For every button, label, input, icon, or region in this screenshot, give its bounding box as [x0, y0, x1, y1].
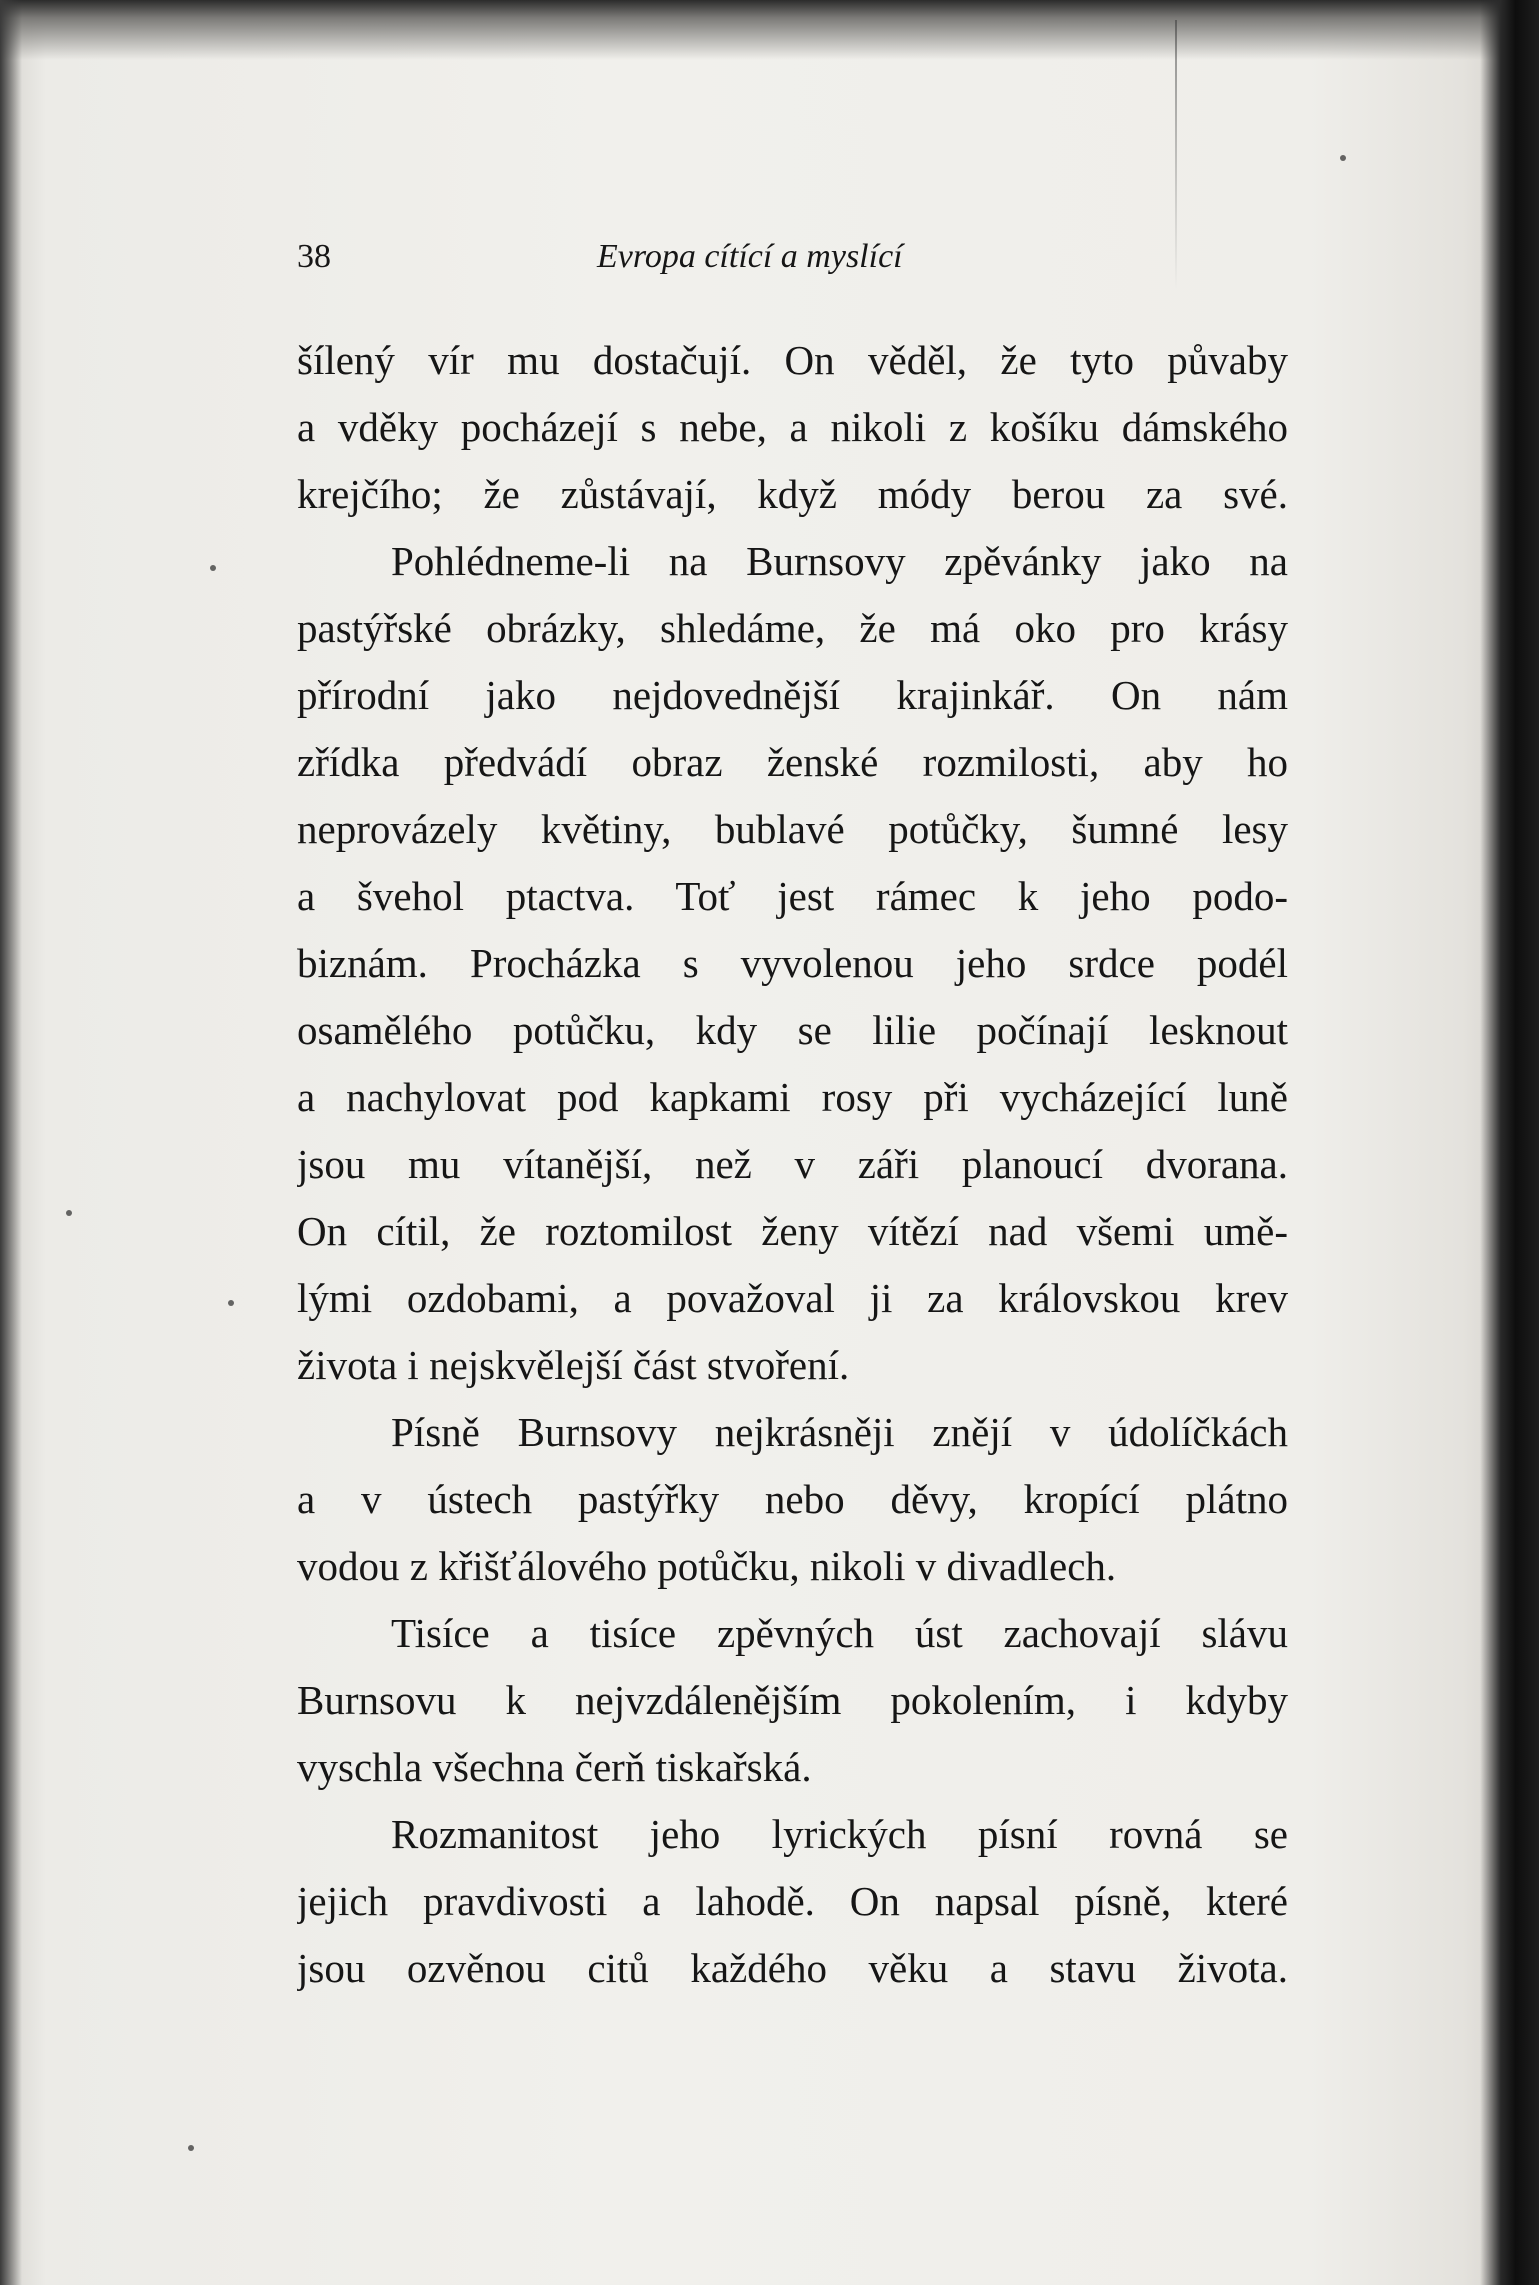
text-line: osamělého potůčku, kdy se lilie počínají lesknout: [297, 1007, 1288, 1053]
page-fold-line: [1175, 20, 1177, 290]
running-title: Evropa cítící a myslící: [597, 238, 903, 275]
text-line: jsou mu vítanější, než v záři planoucí dvorana.: [297, 1141, 1288, 1187]
text-line: jsou ozvěnou citů každého věku a stavu života.: [297, 1945, 1288, 1991]
body-text: [297, 327, 1288, 2002]
text-line: a nachylovat pod kapkami rosy při vycházející luně: [297, 1074, 1288, 1120]
page-number: 38: [297, 238, 331, 275]
book-spine-edge: [1480, 0, 1539, 2285]
dust-speck: [228, 1300, 234, 1306]
text-line: šílený vír mu dostačují. On věděl, že tyto půvaby: [297, 337, 1288, 383]
text-line: Pohlédneme-li na Burnsovy zpěvánky jako na: [391, 538, 1288, 584]
dust-speck: [66, 1210, 72, 1216]
text-line: biznám. Procházka s vyvolenou jeho srdce podél: [297, 940, 1288, 986]
dust-speck: [210, 565, 216, 571]
text-line: a v ústech pastýřky nebo děvy, kropící plátno: [297, 1476, 1288, 1522]
text-line: zřídka předvádí obraz ženské rozmilosti, aby ho: [297, 739, 1288, 785]
text-line: krejčího; že zůstávají, když módy berou za své.: [297, 471, 1288, 517]
text-line: pastýřské obrázky, shledáme, že má oko pro krásy: [297, 605, 1288, 651]
text-line: On cítil, že roztomilost ženy vítězí nad všemi umě-: [297, 1208, 1288, 1254]
text-line: života i nejskvělejší část stvoření.: [297, 1342, 850, 1388]
text-line: jejich pravdivosti a lahodě. On napsal písně, které: [297, 1878, 1288, 1924]
scan-left-shadow: [0, 0, 22, 2285]
running-head: [297, 232, 997, 282]
dust-speck: [1340, 155, 1346, 161]
text-line: Rozmanitost jeho lyrických písní rovná se: [391, 1811, 1288, 1857]
text-line: lými ozdobami, a považoval ji za královskou krev: [297, 1275, 1288, 1321]
text-line: vyschla všechna čerň tiskařská.: [297, 1744, 812, 1790]
dust-speck: [188, 2145, 194, 2151]
text-line: přírodní jako nejdovednější krajinkář. On nám: [297, 672, 1288, 718]
text-line: neprovázely květiny, bublavé potůčky, šumné lesy: [297, 806, 1288, 852]
text-line: a švehol ptactva. Toť jest rámec k jeho podo-: [297, 873, 1288, 919]
text-line: Písně Burnsovy nejkrásněji znějí v údolíčkách: [391, 1409, 1288, 1455]
text-line: vodou z křišťálového potůčku, nikoli v divadlech.: [297, 1543, 1117, 1589]
text-line: Tisíce a tisíce zpěvných úst zachovají slávu: [391, 1610, 1288, 1656]
scan-top-shadow: [0, 0, 1539, 60]
text-line: a vděky pocházejí s nebe, a nikoli z košíku dámského: [297, 404, 1288, 450]
text-line: Burnsovu k nejvzdálenějším pokolením, i kdyby: [297, 1677, 1288, 1723]
